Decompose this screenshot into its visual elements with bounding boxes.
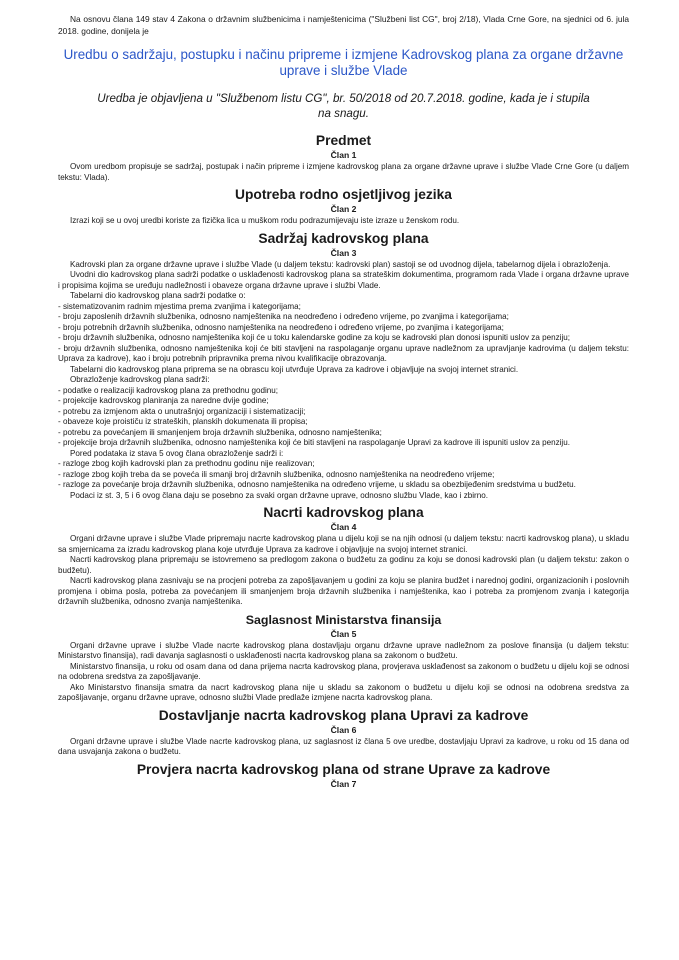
list-item: - potrebu za povećanjem ili smanjenjem broja državnih službenika, odnosno namještenika;: [58, 427, 382, 437]
paragraph: Nacrti kadrovskog plana pripremaju se istovremeno sa predlogom zakona o budžetu za godinu za koju se donosi kadrovski plan (u daljem tekstu: zakon o budžetu).: [58, 555, 629, 575]
section-heading: Provjera nacrta kadrovskog plana od strane Uprave za kadrove: [136, 761, 551, 777]
article-number: Član 1: [330, 150, 357, 161]
publication-note: Uredba je objavljena u "Službenom listu CG", br. 50/2018 od 20.7.2018. godine, kada je i stupila na snagu.: [97, 92, 590, 120]
list-item: - projekcije broja državnih službenika, odnosno namještenika koji će biti stavljeni na raspolaganje Upravi za kadrove ili ispuniti uslov za penziju.: [58, 438, 570, 448]
list-item: - broju zaposlenih državnih službenika, odnosno namještenika na neodređeno i određeno vrijeme, po zvanjima i kategorijama;: [58, 312, 509, 322]
list-item: - razloge zbog kojih treba da se poveća ili smanji broj državnih službenika, odnosno namještenika na neodređeno vrijeme;: [58, 469, 495, 479]
paragraph: Ministarstvo finansija, u roku od osam dana od dana prijema nacrta kadrovskog plana, provjerava usklađenost sa zakonom o budžetu u dijelu koji se odnosi na odobrena sredstva za zapošljavanje.: [58, 661, 629, 682]
list-item: - podatke o realizaciji kadrovskog plana za prethodnu godinu;: [58, 385, 279, 395]
paragraph: Ako Ministarstvo finansija smatra da nacrt kadrovskog plana nije u skladu sa zakonom o budžetu u dijelu koji se odnosi na odobrena sredstva za zapošljavanje, organu državne uprave, odnosno službi Vlade predlaže izmjene nacrta kadrovskog plana.: [58, 682, 629, 703]
list-item: - broju potrebnih državnih službenika, odnosno namještenika na neodređeno i određeno vrijeme, po zvanjima i kategorijama;: [58, 322, 504, 332]
paragraph: Izrazi koji se u ovoj uredbi koriste za fizička lica u muškom rodu podrazumijevaju iste izraze u ženskom rodu.: [70, 216, 460, 226]
list-item: - sistematizovanim radnim mjestima prema zvanjima i kategorijama;: [58, 301, 301, 311]
paragraph: Obrazloženje kadrovskog plana sadrži:: [70, 375, 210, 385]
list-item: - razloge za povećanje broja državnih službenika, odnosno namještenika na određeno vrijeme, u skladu sa obezbijeđenim sredstvima u budžetu.: [58, 480, 576, 490]
paragraph: Kadrovski plan za organe državne uprave i službe Vlade (u daljem tekstu: kadrovski plan) sastoji se od uvodnog dijela, tabelarnog dijela i obrazloženja.: [70, 259, 611, 269]
article-number: Član 4: [330, 522, 357, 533]
paragraph: Nacrti kadrovskog plana zasnivaju se na procjeni potreba za zapošljavanjem u godini za koju se planira budžet i narednoj godini, organizacionih i poslovnih promjena i obima posla, potreba za povećanjem ili smanjenjem broja državnih službenika i namještenika, kao i potreba za promjenom zvanja i kategorija državnih službenika, odnosno zvanja namještenika.: [58, 576, 629, 607]
list-item: - projekcije kadrovskog planiranja za naredne dvije godine;: [58, 396, 269, 406]
preamble: Na osnovu člana 149 stav 4 Zakona o državnim službenicima i namještenicima ("Službeni list CG", broj 2/18), Vlada Crne Gore, na sjednici od 6. jula 2018. godine, donijela je: [58, 14, 629, 36]
paragraph: Ovom uredbom propisuje se sadržaj, postupak i način pripreme i izmjene kadrovskog plana za organe državne uprave i službe Vlade Crne Gore (u daljem tekstu: Vlada).: [58, 162, 629, 182]
paragraph: Tabelarni dio kadrovskog plana priprema se na obrascu koji utvrđuje Uprava za kadrove i objavljuje na svojoj internet stranici.: [70, 364, 519, 374]
paragraph: Organi državne uprave i službe Vlade pripremaju nacrte kadrovskog plana u dijelu koji se na njih odnosi (u daljem tekstu: nacrti kadrovskog plana), u skladu sa smjernicama za izradu kadrovskog plana koje utvrđuje Uprava za kadrove i objavljuje na svojoj internet stranici.: [58, 534, 629, 554]
section-heading: Predmet: [315, 133, 372, 149]
article-number: Član 2: [330, 204, 357, 215]
list-item: - obaveze koje proističu iz strateških, planskih dokumenata ili propisa;: [58, 417, 308, 427]
article-number: Član 7: [330, 778, 357, 789]
document-body: [58, 133, 629, 790]
paragraph: Pored podataka iz stava 5 ovog člana obrazloženje sadrži i:: [70, 448, 284, 458]
list-item: - potrebu za izmjenom akta o unutrašnjoj organizaciji i sistematizaciji;: [58, 406, 306, 416]
paragraph: Tabelarni dio kadrovskog plana sadrži podatke o:: [70, 291, 246, 301]
article-number: Član 6: [330, 724, 357, 735]
section-heading: Sadržaj kadrovskog plana: [258, 230, 429, 246]
paragraph: Organi državne uprave i službe Vlade nacrte kadrovskog plana, uz saglasnost iz člana 5 ove uredbe, dostavljaju Upravi za kadrove, u roku od 15 dana od dana usvajanja zakona o budžetu.: [58, 736, 629, 757]
article-number: Član 3: [330, 247, 357, 258]
article-number: Član 5: [330, 628, 357, 639]
paragraph: Uvodni dio kadrovskog plana sadrži podatke o usklađenosti kadrovskog plana sa strateškim dokumentima, programom rada Vlade i organa državne uprave i propisima kojima se uređuju nadležnosti i obaveze organa državne uprave i službi Vlade.: [58, 270, 629, 290]
paragraph: Podaci iz st. 3, 5 i 6 ovog člana daju se posebno za svaki organ državne uprave, odnosno službu Vlade, kao i zbirno.: [70, 490, 488, 500]
paragraph: Organi državne uprave i službe Vlade nacrte kadrovskog plana dostavljaju organu državne uprave nadležnom za poslove finansija (u daljem tekstu: Ministarstvo finansija), radi davanja saglasnosti o usklađenosti nacrta kadrovskog plana sa zakonom o budžetu.: [58, 640, 629, 661]
section-heading: Upotreba rodno osjetljivog jezika: [235, 187, 452, 203]
section-heading: Dostavljanje nacrta kadrovskog plana Upravi za kadrove: [158, 707, 529, 723]
list-item: - broju državnih službenika, odnosno namještenika koji će biti stavljeni na raspolaganje organu uprave nadležnom za upravljanje kadrovima (u daljem tekstu: Uprava za kadrove), kao i broju potrebnih pripravnika prema nivou kvalifikacije obrazovanja.: [58, 343, 629, 364]
regulation-title: Uredbu o sadržaju, postupku i načinu pripreme i izmjene Kadrovskog plana za organe državne uprave i službe Vlade: [63, 47, 624, 79]
list-item: - razloge zbog kojih kadrovski plan za prethodnu godinu nije realizovan;: [58, 459, 315, 469]
section-heading: Nacrti kadrovskog plana: [263, 505, 424, 521]
section-heading: Saglasnost Ministarstva finansija: [245, 612, 442, 627]
list-item: - broju državnih službenika, odnosno namještenika koji će u toku kalendarske godine za koju se kadrovski plan donosi ispuniti uslov za penziju;: [58, 333, 571, 343]
